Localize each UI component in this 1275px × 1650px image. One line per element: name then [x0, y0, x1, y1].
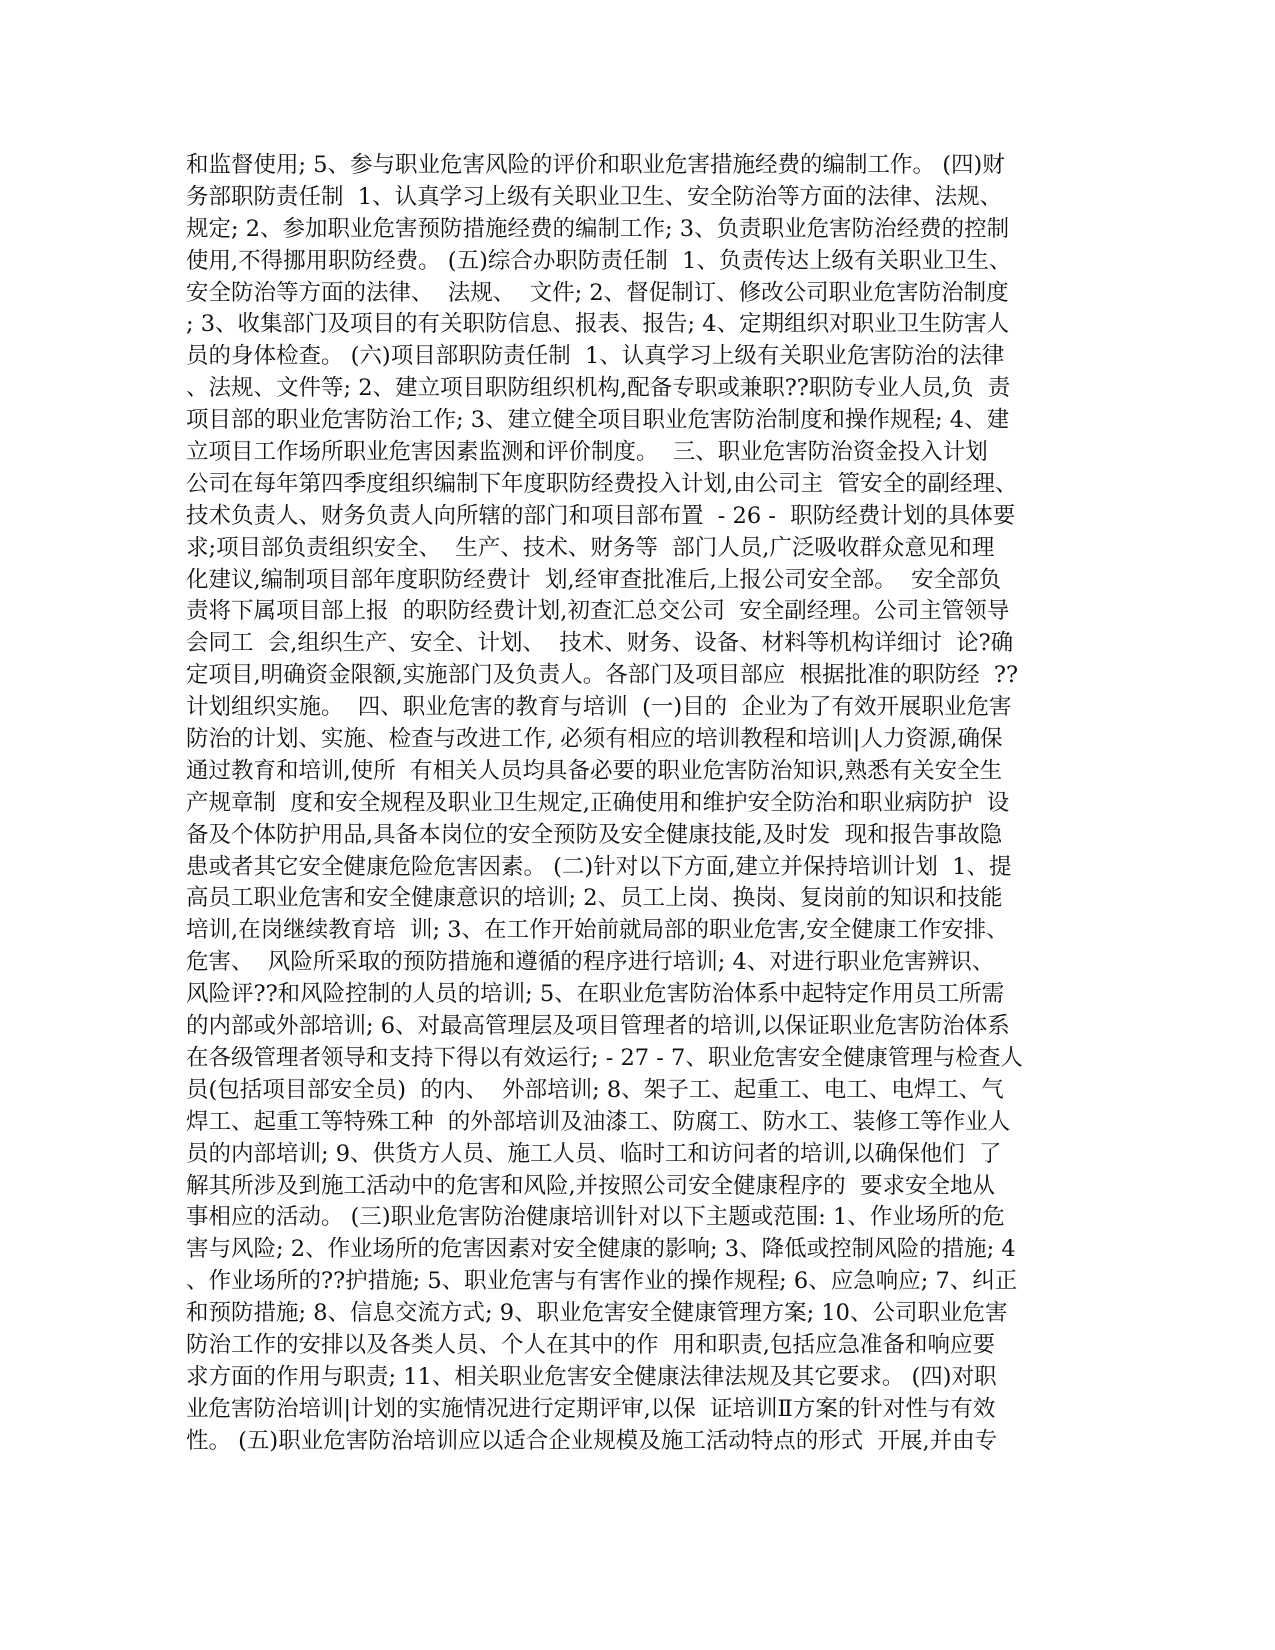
text-line: 防治工作的安排以及各类人员、个人在其中的作 用和职责,包括应急准备和响应要 [186, 1331, 995, 1358]
text-line: 会同工 会,组织生产、安全、计划、 技术、财务、设备、材料等机构详细讨 论?确 [186, 630, 1014, 657]
text-line: 和预防措施; 8、信息交流方式; 9、职业危害安全健康管理方案; 10、公司职业危害 [186, 1300, 1008, 1327]
text-line: 危害、 风险所采取的预防措施和遵循的程序进行培训; 4、对进行职业危害辨识、 [186, 949, 995, 976]
text-line: 事相应的活动。 (三)职业危害防治健康培训针对以下主题或范围: 1、作业场所的危 [186, 1204, 1005, 1231]
text-line: 防治的计划、实施、检查与改进工作, 必须有相应的培训教程和培训|人力资源,确保 [186, 726, 1003, 753]
text-line: 员的内部培训; 9、供货方人员、施工人员、临时工和访问者的培训,以确保他们 了 [186, 1140, 1002, 1167]
text-line: 、作业场所的??护措施; 5、职业危害与有害作业的操作规程; 6、应急响应; 7、纠正 [186, 1268, 1018, 1295]
text-line: 通过教育和培训,使所 有相关人员均具备必要的职业危害防治知识,熟悉有关安全生 [186, 757, 1003, 784]
text-line: 公司在每年第四季度组织编制下年度职防经费投入计划,由公司主 管安全的副经理、 [186, 470, 1018, 497]
text-line: 化建议,编制项目部年度职防经费计 划,经审查批准后,上报公司安全部。 安全部负 [186, 566, 1002, 593]
text-line: 风险评??和风险控制的人员的培训; 5、在职业危害防治体系中起特定作用员工所需 [186, 981, 1005, 1008]
body-text [186, 150, 1066, 1458]
text-line: 安全防治等方面的法律、 法规、 文件; 2、督促制订、修改公司职业危害防治制度 [186, 279, 1009, 306]
text-line: 备及个体防护用品,具备本岗位的安全预防及安全健康技能,及时发 现和报告事故隐 [186, 821, 1003, 848]
text-line: 产规章制 度和安全规程及职业卫生规定,正确使用和维护安全防治和职业病防护 设 [186, 789, 1010, 816]
text-line: 务部职防责任制 1、认真学习上级有关职业卫生、安全防治等方面的法律、法规、 [186, 183, 1003, 210]
text-line: 高员工职业危害和安全健康意识的培训; 2、员工上岗、换岗、复岗前的知识和技能 [186, 885, 1003, 912]
text-line: 员(包括项目部安全员) 的内、 外部培训; 8、架子工、起重工、电工、电焊工、气 [186, 1076, 1004, 1103]
text-line: 计划组织实施。 四、职业危害的教育与培训 (一)目的 企业为了有效开展职业危害 [186, 694, 1012, 721]
text-line: 求;项目部负责组织安全、 生产、技术、财务等 部门人员,广泛吸收群众意见和理 [186, 534, 995, 561]
text-line: 在各级管理者领导和支持下得以有效运行; - 27 - 7、职业危害安全健康管理与检查人 [186, 1044, 1023, 1071]
text-line: 项目部的职业危害防治工作; 3、建立健全项目职业危害防治制度和操作规程; 4、建 [186, 407, 1010, 434]
text-line: 使用,不得挪用职防经费。 (五)综合办职防责任制 1、负责传达上级有关职业卫生、 [186, 247, 1012, 274]
text-line: 焊工、起重工等特殊工种 的外部培训及油漆工、防腐工、防水工、装修工等作业人 [186, 1108, 1011, 1135]
text-line: 害与风险; 2、作业场所的危害因素对安全健康的影响; 3、降低或控制风险的措施; 4 [186, 1236, 1016, 1263]
text-line: ; 3、收集部门及项目的有关职防信息、报表、报告; 4、定期组织对职业卫生防害人 [186, 311, 1010, 338]
text-line: 、法规、文件等; 2、建立项目职防组织机构,配备专职或兼职??职防专业人员,负 责 [186, 375, 1011, 402]
text-line: 患或者其它安全健康危险危害因素。 (二)针对以下方面,建立并保持培训计划 1、提 [186, 853, 1012, 880]
text-line: 解其所涉及到施工活动中的危害和风险,并按照公司安全健康程序的 要求安全地从 [186, 1172, 995, 1199]
text-line: 求方面的作用与职责; 11、相关职业危害安全健康法律法规及其它要求。 (四)对职 [186, 1363, 997, 1390]
text-line: 定项目,明确资金限额,实施部门及负责人。各部门及项目部应 根据批准的职防经 ?? [186, 662, 1019, 689]
text-line: 责将下属项目部上报 的职防经费计划,初查汇总交公司 安全副经理。公司主管领导 [186, 598, 1010, 625]
text-line: 性。 (五)职业危害防治培训应以适合企业规模及施工活动特点的形式 开展,并由专 [186, 1427, 998, 1454]
text-line: 和监督使用; 5、参与职业危害风险的评价和职业危害措施经费的编制工作。 (四)财 [186, 152, 1005, 178]
text-line: 员的身体检查。 (六)项目部职防责任制 1、认真学习上级有关职业危害防治的法律 [186, 343, 1005, 370]
text-line: 业危害防治培训|计划的实施情况进行定期评审,以保 证培训Ⅱ方案的针对性与有效 [186, 1395, 996, 1422]
text-line: 培训,在岗继续教育培 训; 3、在工作开始前就局部的职业危害,安全健康工作安排、 [186, 917, 1009, 944]
text-line: 技术负责人、财务负责人向所辖的部门和项目部布置 - 26 - 职防经费计划的具体要 [186, 502, 1016, 529]
text-line: 的内部或外部培训; 6、对最高管理层及项目管理者的培训,以保证职业危害防治体系 [186, 1013, 1010, 1040]
text-line: 立项目工作场所职业危害因素监测和评价制度。 三、职业危害防治资金投入计划 [186, 439, 988, 466]
text-line: 规定; 2、参加职业危害预防措施经费的编制工作; 3、负责职业危害防治经费的控制 [186, 215, 1010, 242]
